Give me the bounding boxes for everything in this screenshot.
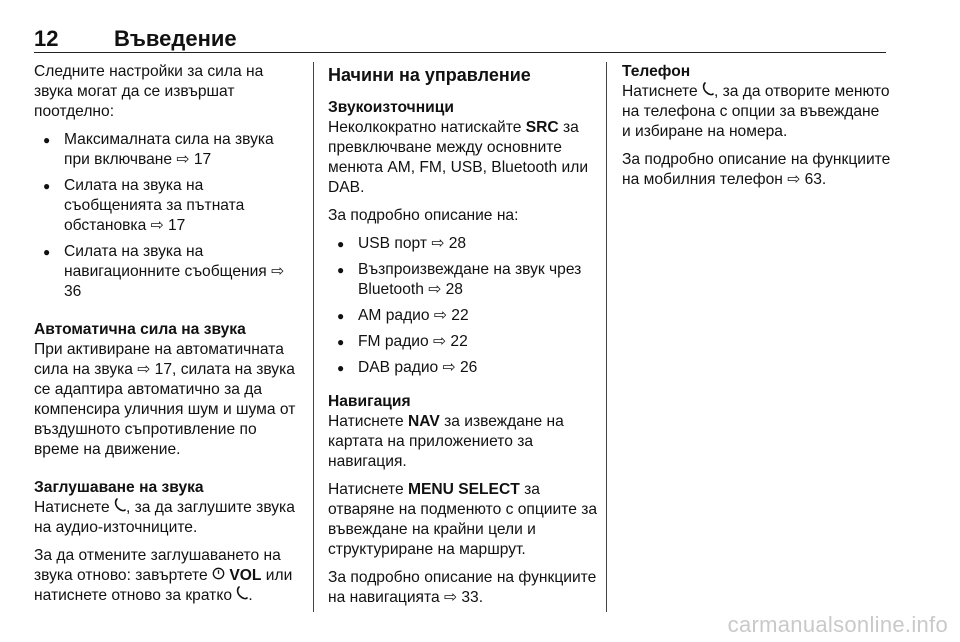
navigation-paragraph-1: Натиснете NAV за извеждане на картата на приложението за навигация. (328, 413, 564, 470)
phone-paragraph-1: Натиснете , за да отворите менюто на телефона с опции за въвеждане и избиране на номера. (622, 83, 890, 140)
column-left (34, 62, 302, 614)
phone-heading: Телефон (622, 63, 691, 80)
column-divider-1 (313, 62, 314, 612)
nav-key: NAV (407, 413, 440, 430)
mute-paragraph-2: За да отмените заглушаването на звука отново: завъртете VOL или натиснете отново за кратко . (34, 547, 293, 604)
controls-heading: Начини на управление (328, 65, 531, 85)
list-item: ● DAB радио ⇨ 26 (328, 358, 598, 378)
navigation-heading: Навигация (328, 393, 411, 410)
page-number: 12 (34, 26, 59, 51)
details-intro: За подробно описание на: (328, 207, 519, 224)
list-item: ● Силата на звука на съобщенията за пътната обстановка ⇨ 17 (34, 176, 302, 236)
volume-intro: Следните настройки за сила на звука могат да се извършат поотделно: (34, 63, 264, 120)
list-item: ● Максималната сила на звука при включване ⇨ 17 (34, 130, 302, 170)
column-right (622, 62, 892, 198)
sources-text: Неколкократно натискайте SRC за превключване между основните менюта AM, FM, USB, Bluetooth или DAB. (328, 119, 589, 196)
page-title: Въведение (114, 26, 237, 51)
menu-select-key: MENU SELECT (407, 481, 520, 498)
list-item: ● AM радио ⇨ 22 (328, 306, 598, 326)
phone-paragraph-2: За подробно описание на функциите на мобилния телефон ⇨ 63. (622, 151, 891, 188)
column-middle (328, 62, 598, 616)
list-item: ● FM радио ⇨ 22 (328, 332, 598, 352)
watermark: carmanualsonline.info (727, 612, 948, 637)
avc-heading: Автоматична сила на звука (34, 321, 246, 338)
volume-settings-list (34, 130, 302, 302)
mute-paragraph-1: Натиснете , за да заглушите звука на аудио-източниците. (34, 499, 295, 536)
phone-icon (702, 83, 714, 100)
sources-list (328, 234, 598, 378)
navigation-paragraph-3: За подробно описание на функциите на навигацията ⇨ 33. (328, 569, 597, 606)
phone-icon (236, 587, 248, 604)
mute-heading: Заглушаване на звука (34, 479, 204, 496)
knob-icon (212, 567, 225, 584)
sources-heading: Звукоизточници (328, 99, 454, 116)
avc-text: При активиране на автоматичната сила на звука ⇨ 17, силата на звука се адаптира автоматично за да компенсира уличния шум и шума от въздушното съпротивление по време на движение. (34, 341, 296, 458)
vol-key: VOL (229, 567, 262, 584)
column-divider-2 (606, 62, 607, 612)
navigation-paragraph-2: Натиснете MENU SELECT за отваряне на подменюто с опциите за въвеждане на крайни цели и структуриране на маршрут. (328, 481, 598, 558)
list-item: ● USB порт ⇨ 28 (328, 234, 598, 254)
phone-icon (114, 499, 126, 516)
src-key: SRC (525, 119, 559, 136)
page-header (34, 22, 886, 53)
list-item: ● Възпроизвеждане на звук чрез Bluetooth ⇨ 28 (328, 260, 598, 300)
list-item: ● Силата на звука на навигационните съобщения ⇨ 36 (34, 242, 302, 302)
